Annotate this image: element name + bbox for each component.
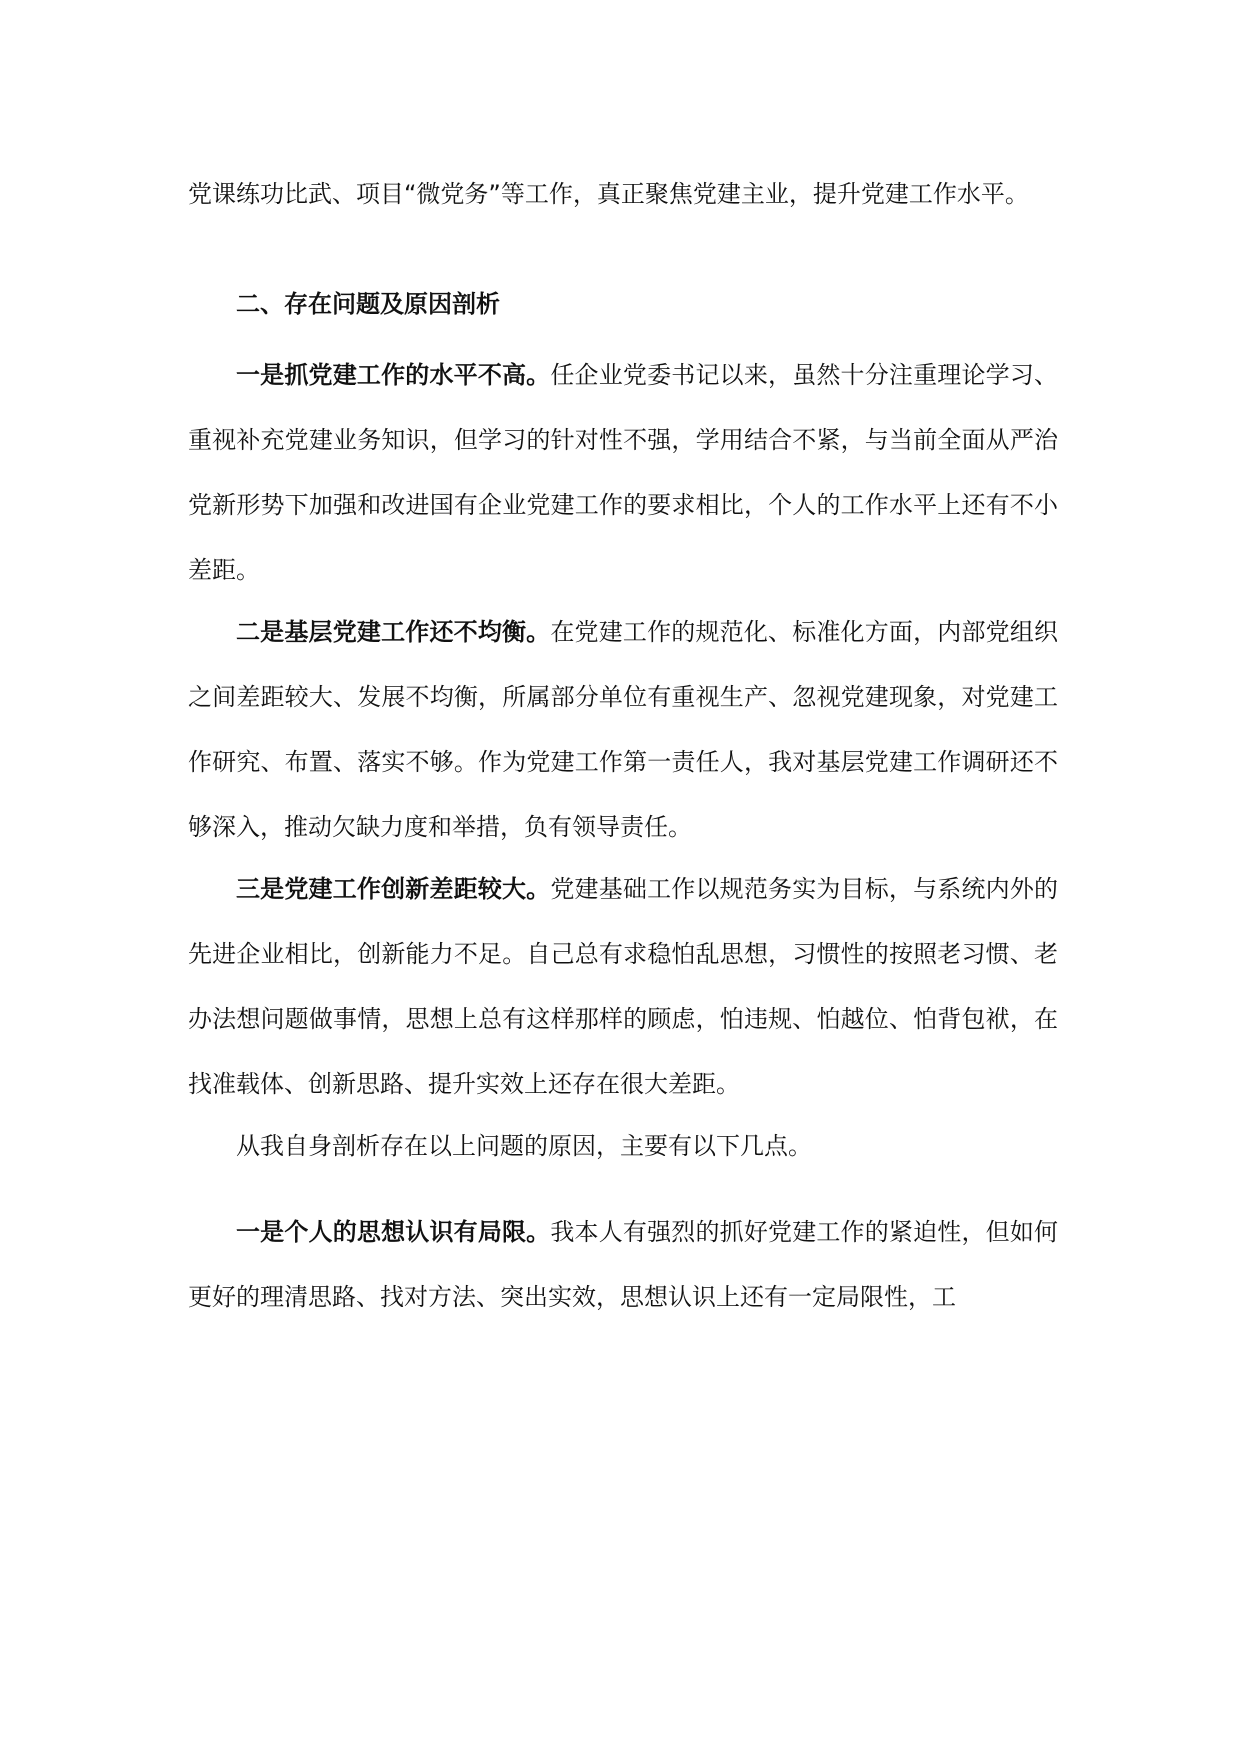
cause-intro-text: 从我自身剖析存在以上问题的原因，主要有以下几点。	[236, 1132, 812, 1160]
problem-3-body: 党建基础工作以规范务实为目标，与系统内外的先进企业相比，创新能力不足。自己总有求稳怕乱思想，习惯性的按照老习惯、老办法想问题做事情，思想上总有这样那样的顾虑，怕违规、怕越位、怕背包袱，在找准载体、创新思路、提升实效上还存在很大差距。	[188, 875, 1059, 1098]
problem-paragraph-2	[188, 600, 1058, 860]
problem-paragraph-3	[188, 857, 1058, 1117]
cause-paragraph-1	[188, 1200, 1058, 1330]
problem-2-lead: 二是基层党建工作还不均衡。	[236, 618, 551, 646]
cause-1-lead: 一是个人的思想认识有局限。	[236, 1218, 551, 1246]
continuation-paragraph	[188, 162, 1058, 227]
problem-1-lead: 一是抓党建工作的水平不高。	[236, 361, 551, 389]
problem-2-body: 在党建工作的规范化、标准化方面，内部党组织之间差距较大、发展不均衡，所属部分单位有重视生产、忽视党建现象，对党建工作研究、布置、落实不够。作为党建工作第一责任人，我对基层党建工作调研还不够深入，推动欠缺力度和举措，负有领导责任。	[188, 618, 1059, 841]
problem-1-body: 任企业党委书记以来，虽然十分注重理论学习、重视补充党建业务知识，但学习的针对性不强，学用结合不紧，与当前全面从严治党新形势下加强和改进国有企业党建工作的要求相比，个人的工作水平上还有不小差距。	[188, 361, 1059, 584]
cause-1-body: 我本人有强烈的抓好党建工作的紧迫性，但如何更好的理清思路、找对方法、突出实效，思想认识上还有一定局限性，工	[188, 1218, 1059, 1311]
problem-paragraph-1	[188, 343, 1058, 603]
cause-intro-paragraph	[188, 1114, 1058, 1179]
section-heading: 二、存在问题及原因剖析	[236, 290, 500, 318]
continuation-text: 党课练功比武、项目“微党务”等工作，真正聚焦党建主业，提升党建工作水平。	[188, 180, 1029, 208]
problem-3-lead: 三是党建工作创新差距较大。	[236, 875, 551, 903]
